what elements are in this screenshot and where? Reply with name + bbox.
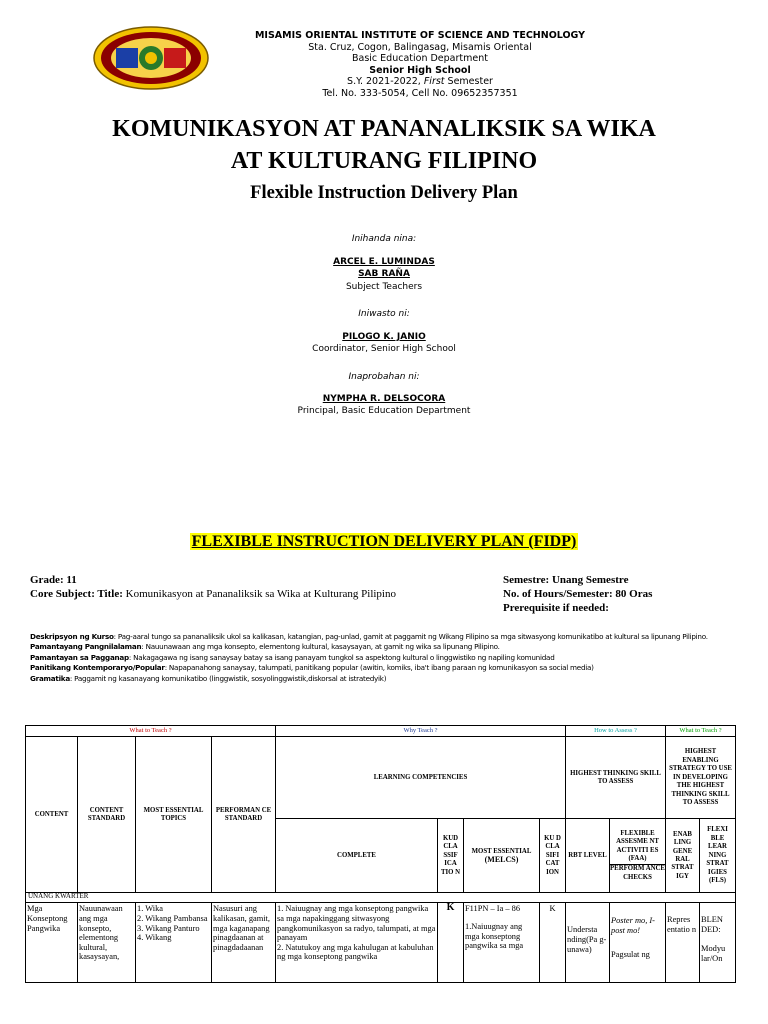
department: Basic Education Department [352,53,488,65]
header-row-1 [26,737,736,819]
how-to-assess: How to Assess ? [566,726,666,737]
approved-label: Inaprobahan ni: [348,372,420,382]
header-rbt-level: RBT LEVEL [566,819,610,893]
cell-content: Mga Konseptong Pangwika [26,903,78,983]
fidp-heading: FLEXIBLE INSTRUCTION DELIVERY PLAN (FIDP) [191,533,577,550]
letterhead [220,30,620,100]
fidp-table-wrap [25,725,768,983]
school-address: Sta. Cruz, Cogon, Balingasag, Misamis Oriental [308,41,532,53]
header-highest-thinking-skill: HIGHEST THINKING SKILL TO ASSESS [566,737,666,819]
document-subtitle: Flexible Instruction Delivery Plan [250,183,518,203]
school-seal-logo [92,26,210,90]
cell-complete: 1. Naiuugnay ang mga konseptong pangwika sa mga napakinggang sitwasyong pangkomunikasyon sa radyo, talumpati, at mga panayam 2. Natutukoy ang mga kahulugan at kabuluhan ng mga konseptong pangwika [276,903,438,983]
pangnilalaman-line: Pamantayang Pangnilalaman: Nauunawaan ang mga konsepto, elementong kultural, kasaysayan, at gamit ng wika sa lipunang Pilipino. [30,642,500,652]
core-subject: Core Subject: Title: Komunikasyon at Pananaliksik sa Wika at Kulturang Pilipino [30,588,396,600]
cell-enabling: Repres entatio n [666,903,700,983]
school-name: MISAMIS ORIENTAL INSTITUTE OF SCIENCE AND TECHNOLOGY [254,30,586,41]
prerequisite-label: Prerequisite if needed: [503,602,609,614]
what-to-teach: What to Teach ? [26,726,276,737]
document-title-line1: KOMUNIKASYON AT PANANALIKSIK SA WIKA [112,116,656,142]
program: Senior High School [369,64,471,76]
header-most-essential-topics: MOST ESSENTIAL TOPICS [136,737,212,893]
cell-rbt: Understa nding(Pa g-unawa) [566,903,610,983]
why-teach: Why Teach ? [276,726,566,737]
cell-faa-pc: Poster mo, I-post mo! Pagsulat ng [610,903,666,983]
cell-fls: BLEN DED: Modyu lar/On [700,903,736,983]
grade-label: Grade: 11 [30,574,77,586]
header-highest-enabling-strategy: HIGHEST ENABLING STRATEGY TO USE IN DEVELOPING THE HIGHEST THINKING SKILL TO ASSESS [666,737,736,819]
what-to-teach-2: What to Teach ? [666,726,736,737]
checked-label: Iniwasto ni: [358,309,410,319]
header-fls: FLEXI BLE LEAR NING STRAT IGIES (FLS) [700,819,736,893]
table-row [26,903,736,983]
question-row [26,726,736,737]
quarter-row [26,893,736,903]
header-learning-competencies: LEARNING COMPETENCIES [276,737,566,819]
cell-kud-2: K [540,903,566,983]
header-content: CONTENT [26,737,78,893]
document-title-line2: AT KULTURANG FILIPINO [230,148,538,174]
checked-name: PILOGO K. JANIO [342,332,426,342]
gramatika-line: Gramatika: Paggamit ng kasanayang komunikatibo (linggwistik, sosyolinggwistik,diskorsal at istratedyik) [30,673,387,683]
cell-melcs: F11PN – Ia – 86 1.Naiuugnay ang mga konseptong pangwika sa mga [464,903,540,983]
checked-role: Coordinator, Senior High School [312,344,456,354]
pagganap-line: Pamantayan sa Pagganap: Nakagagawa ng isang sanaysay batay sa isang panayam tungkol sa aspektong kultural o linggwistiko ng napiling komunidad [30,652,555,662]
semester-label: Semestre: Unang Semestre [503,574,629,586]
header-enabling-strategy: ENAB LING GENE RAL STRAT IGY [666,819,700,893]
fidp-table [25,725,736,983]
header-complete: COMPLETE [276,819,438,893]
contact-info: Tel. No. 333-5054, Cell No. 09652357351 [322,87,518,99]
header-melcs: MOST ESSENTIAL (MELCS) [464,819,540,893]
quarter-label: UNANG KWARTER [26,893,736,903]
prepared-name-1: ARCEL E. LUMINDAS [333,257,435,267]
prepared-role: Subject Teachers [345,282,423,292]
kurso-line: Deskripsyon ng Kurso: Pag-aaral tungo sa pananaliksik ukol sa kalikasan, katangian, pag-unlad, gamit at paggamit ng Wikang Filipino sa mga sitwasyong komunikatibo at kultural sa lipunang Pilipino. [30,632,708,641]
cell-kud-1: K [438,903,464,983]
header-content-standard: CONTENT STANDARD [78,737,136,893]
approved-role: Principal, Basic Education Department [297,406,471,416]
cell-content-standard: Nauunawaan ang mga konsepto, elementong kultural, kasaysayan, [78,903,136,983]
school-year: S.Y. 2021-2022, First Semester [347,76,493,88]
hours-label: No. of Hours/Semester: 80 Oras [503,588,653,600]
cell-performance-standard: Nasusuri ang kalikasan, gamit, mga kaganapang pinagdaanan at pinagdadaanan [212,903,276,983]
header-kud-1: KUD CLA SSIF ICA TIO N [438,819,464,893]
prepared-name-2: SAB RAÑA [358,269,410,279]
prepared-label: Inihanda nina: [351,234,417,244]
header-kud-2: KU D CLA SIFI CAT ION [540,819,566,893]
panitikan-line: Panitikang Kontemporaryo/Popular: Napapanahong sanaysay, talumpati, panitikang popular (awitin, komiks, iba't ibang paraan ng komunikasyon sa social media) [30,663,594,673]
course-description [30,632,750,684]
header-faa-pc: FLEXIBLE ASSESME NT ACTIVITI ES (FAA) PERFORM ANCE CHECKS [610,819,666,893]
cell-topics: 1. Wika 2. Wikang Pambansa 3. Wikang Panturo 4. Wikang [136,903,212,983]
header-performance-standard: PERFORMAN CE STANDARD [212,737,276,893]
approved-name: NYMPHA R. DELSOCORA [322,394,446,404]
